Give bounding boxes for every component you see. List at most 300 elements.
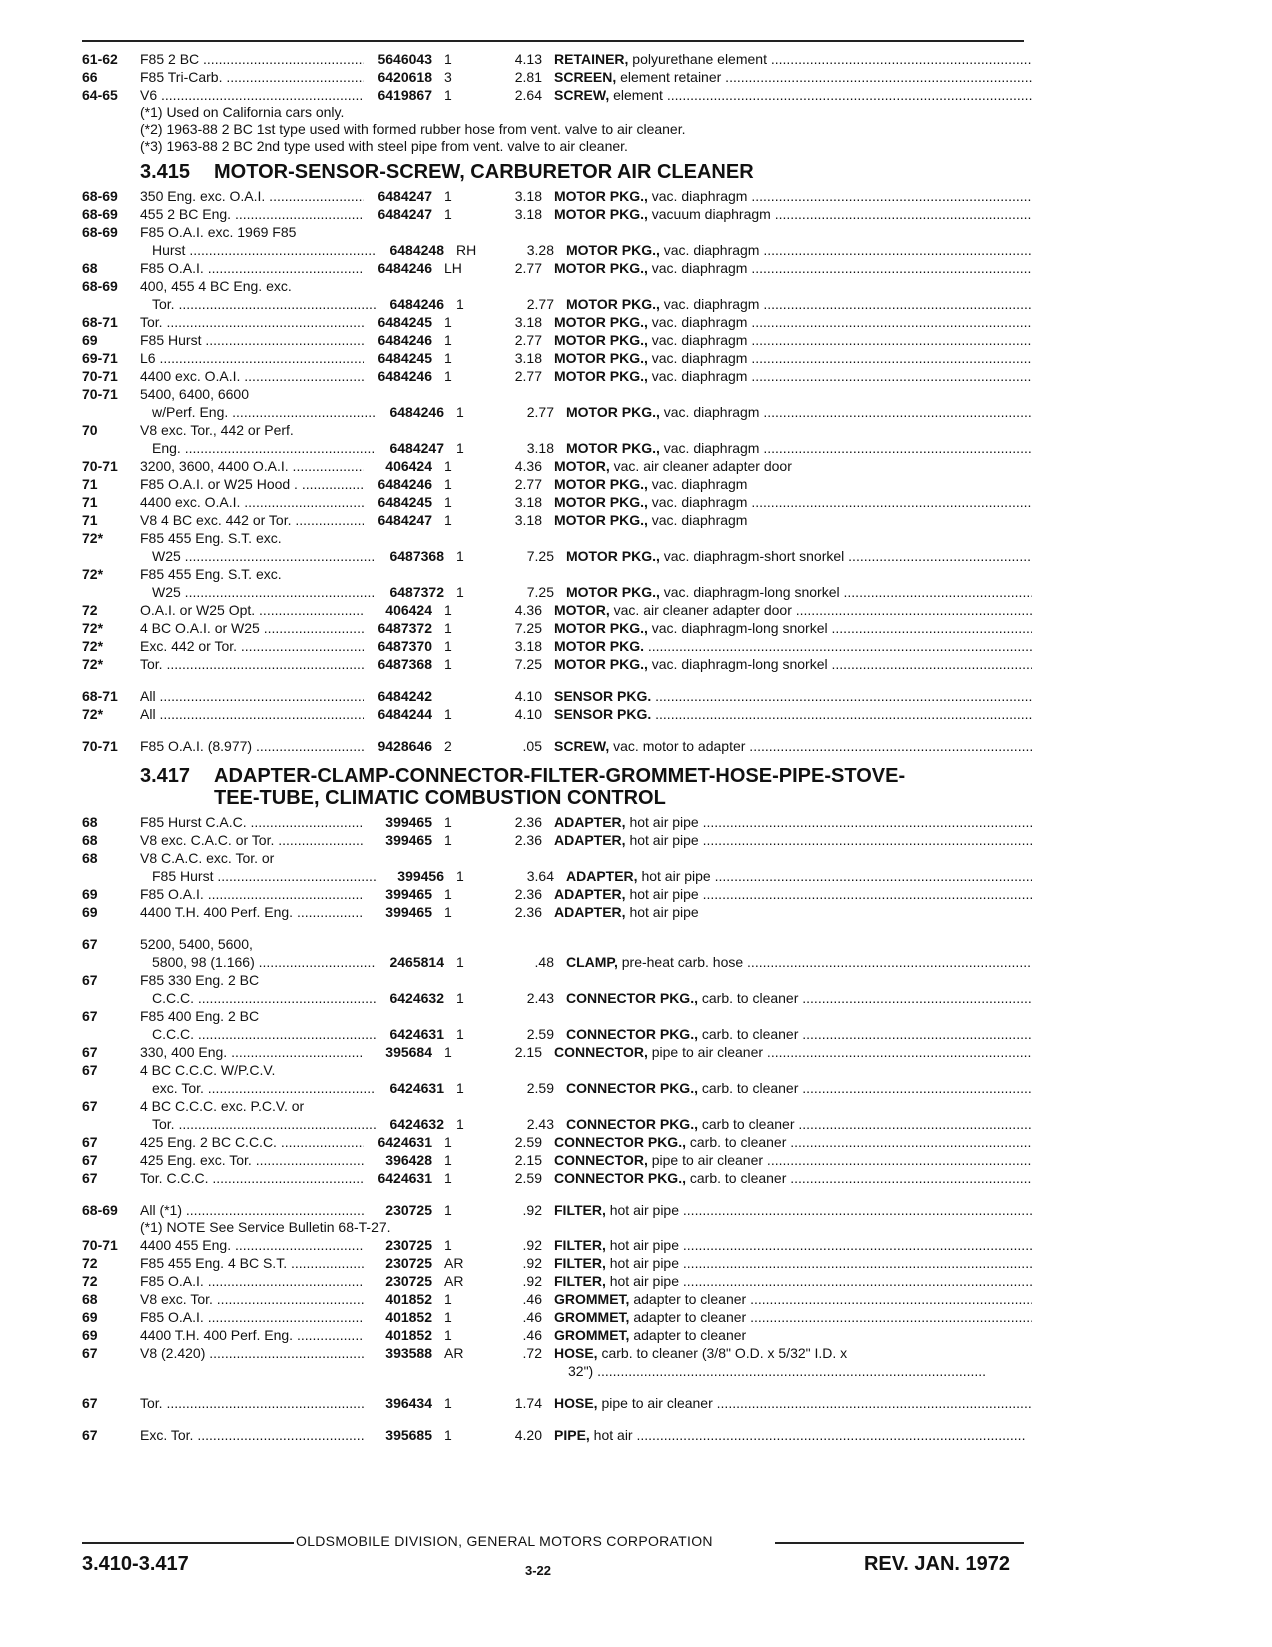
price: 4.20 [514,1427,542,1443]
table-row [82,493,1032,511]
model-year: 67 [82,1170,98,1186]
table-row [82,1254,1032,1272]
part-name-detail: hot air pipe [625,832,699,848]
application-desc: Hurst ..... [140,241,376,259]
part-name-detail: element [609,87,663,103]
price: 7.25 [526,584,554,600]
part-name [554,50,1032,68]
part-number: 6487368 [389,548,444,564]
price: 3.18 [514,314,542,330]
quantity: 1 [456,868,464,884]
table-row [82,1394,1032,1412]
table-row [82,637,1032,655]
quantity: 1 [456,548,464,564]
table-row [82,1061,1032,1079]
price: 2.36 [514,904,542,920]
application-desc: F85 O.A.I. ..... [140,1272,364,1290]
model-year: 68-71 [82,688,118,704]
application-desc: 4400 exc. O.A.I. ..... [140,367,364,385]
part-name-detail: vac. diaphragm [647,494,748,510]
part-number: 6487370 [377,638,432,654]
part-name [554,813,1032,831]
table-row [82,831,1032,849]
table-row [82,1272,1032,1290]
part-name-bold: CONNECTOR PKG., [566,990,698,1006]
price: 2.36 [514,832,542,848]
part-name-bold: HOSE, [554,1395,598,1411]
quantity: 1 [444,1202,452,1218]
part-name-detail: carb. to cleaner [685,1134,787,1150]
table-row [82,1201,1032,1219]
part-name-bold: MOTOR PKG., [566,548,660,564]
price: 2.77 [514,368,542,384]
application-desc: F85 O.A.I. or W25 Hood . ..... [140,475,364,493]
part-number: 6487372 [389,584,444,600]
table-row [82,1326,1032,1344]
model-year: 72* [82,706,104,722]
model-year: 68 [82,260,98,276]
table-row [82,813,1032,831]
price: 2.77 [514,260,542,276]
quantity: 2 [444,738,452,754]
application-desc: O.A.I. or W25 Opt. ..... [140,601,364,619]
part-name-bold: MOTOR, [554,602,610,618]
part-name-detail: vac. diaphragm [647,368,748,384]
model-year: 69 [82,886,98,902]
part-number: 6424631 [389,1080,444,1096]
application-desc: 425 Eng. 2 BC C.C.C. ..... [140,1133,364,1151]
application-desc: 4 BC C.C.C. W/P.C.V. [140,1062,276,1078]
part-number: 6484246 [377,476,432,492]
part-name [554,205,1032,223]
part-name-bold: SCREW, [554,738,610,754]
price: 3.18 [514,638,542,654]
footnote: (*1) Used on California cars only. [140,104,345,120]
part-name [554,619,1032,637]
table-row [82,687,1032,705]
part-name-bold: MOTOR PKG., [566,242,660,258]
table-row [82,1362,1032,1380]
part-number: 399456 [397,868,444,884]
quantity: 1 [456,1116,464,1132]
table-row [82,903,1032,921]
table-row [82,1115,1032,1133]
model-year: 69 [82,1327,98,1343]
table-row [82,1133,1032,1151]
part-name-detail: vac. diaphragm [647,314,748,330]
application-desc: 330, 400 Eng. ..... [140,1043,364,1061]
application-desc: 4400 455 Eng. ..... [140,1236,364,1254]
part-name [566,1025,1032,1043]
model-year: 70-71 [82,458,118,474]
part-number: 6424632 [389,1116,444,1132]
section-title: MOTOR-SENSOR-SCREW, CARBURETOR AIR CLEANER [214,161,754,183]
part-name [566,1115,1032,1133]
application-desc: Exc. Tor. ..... [140,1426,364,1444]
quantity: 1 [444,1327,452,1343]
part-name-detail: hot air pipe [605,1202,680,1218]
model-year: 68 [82,832,98,848]
notes-group-a [82,104,1032,155]
price: 4.10 [514,706,542,722]
part-name-bold: MOTOR PKG., [566,404,660,420]
part-number: 399465 [385,904,432,920]
part-name [554,1426,1032,1444]
part-name [554,457,1032,475]
part-name [554,1151,1032,1169]
model-year: 70-71 [82,1237,118,1253]
table-row [82,1007,1032,1025]
part-name [554,1201,1032,1219]
model-year: 69-71 [82,350,118,366]
part-number: 2465814 [389,954,444,970]
part-number: 6484245 [377,314,432,330]
part-name-bold: GROMMET, [554,1291,630,1307]
part-number: 6484247 [377,206,432,222]
model-year: 72* [82,566,104,582]
part-name-bold: MOTOR PKG., [554,476,648,492]
top-rule [82,40,1024,42]
application-desc: F85 455 Eng. S.T. exc. [140,530,282,546]
table-row [82,867,1032,885]
quantity: 1 [444,832,452,848]
rows-group-a [82,50,1032,104]
quantity: 1 [444,494,452,510]
application-desc: L6 ..... [140,349,364,367]
application-desc: Tor. ..... [140,1115,376,1133]
part-name-detail: adapter to cleaner [629,1327,747,1343]
quantity: AR [444,1255,464,1271]
part-name-detail: pipe to air cleaner [597,1395,713,1411]
model-year: 67 [82,1345,98,1361]
table-row [82,601,1032,619]
part-name-bold: CONNECTOR PKG., [554,1170,686,1186]
part-name-bold: MOTOR PKG., [554,188,648,204]
part-number: 6484246 [389,404,444,420]
part-number: 6484247 [377,188,432,204]
footer-rule-left [82,1542,294,1544]
part-name [554,1236,1032,1254]
part-name-detail: hot air pipe [605,1237,680,1253]
part-name-detail: vac. air cleaner adapter door [609,458,792,474]
table-row [82,50,1032,68]
model-year: 67 [82,972,98,988]
part-name [566,1079,1032,1097]
price: .05 [522,738,542,754]
quantity: 1 [444,206,452,222]
table-row [82,1426,1032,1444]
application-desc: 4400 exc. O.A.I. ..... [140,493,364,511]
application-desc: Eng. ..... [140,439,376,457]
price: .48 [534,954,554,970]
part-number: 6484244 [377,706,432,722]
application-desc: F85 O.A.I. (8.977) ..... [140,737,364,755]
price: .92 [522,1273,542,1289]
application-desc: F85 O.A.I. ..... [140,885,364,903]
part-name-detail: pre-heat carb. hose [617,954,744,970]
part-number: 6484247 [389,440,444,456]
application-desc: F85 O.A.I. exc. 1969 F85 [140,224,297,240]
part-name-detail: element retainer [616,69,722,85]
part-name-detail: carb. to cleaner [697,990,799,1006]
part-number: 6420618 [377,69,432,85]
part-name [554,1272,1032,1290]
table-row [82,1025,1032,1043]
price: 4.36 [514,458,542,474]
footer-rule-right [775,1542,1024,1544]
part-name-bold: MOTOR PKG., [554,620,648,636]
quantity: 1 [456,296,464,312]
price: .46 [522,1327,542,1343]
model-year: 67 [82,1395,98,1411]
section-title-line2: TEE-TUBE, CLIMATIC COMBUSTION CONTROL [214,787,666,809]
quantity: 1 [444,602,452,618]
footnote: (*3) 1963-88 2 BC 2nd type used with steel pipe from vent. valve to air cleaner. [140,138,628,154]
price: 2.59 [514,1170,542,1186]
table-row [82,331,1032,349]
part-number: 6424631 [377,1134,432,1150]
application-desc: 4400 T.H. 400 Perf. Eng. ..... [140,1326,364,1344]
table-row [82,367,1032,385]
model-year: 67 [82,1008,98,1024]
quantity: 1 [444,814,452,830]
model-year: 70-71 [82,368,118,384]
part-name [554,1344,1032,1362]
application-desc: 4 BC C.C.C. exc. P.C.V. or [140,1098,305,1114]
application-desc: W25 ..... [140,547,376,565]
part-number: 406424 [385,602,432,618]
table-row [82,1043,1032,1061]
model-year: 72 [82,602,98,618]
quantity: 1 [444,476,452,492]
part-name-detail: vac. air cleaner adapter door [609,602,792,618]
price: 1.74 [514,1395,542,1411]
application-desc: Tor. ..... [140,655,364,673]
part-name-bold: CONNECTOR, [554,1044,648,1060]
application-desc: Tor. ..... [140,313,364,331]
model-year: 67 [82,1044,98,1060]
part-name-detail: hot air [589,1427,633,1443]
part-name-detail: adapter to cleaner [629,1309,747,1325]
part-name [566,583,1032,601]
rows-group-b [82,187,1032,755]
quantity: 1 [444,458,452,474]
price: .92 [522,1255,542,1271]
rows-group-d [82,1236,1032,1444]
service-note: (*1) NOTE See Service Bulletin 68-T-27. [140,1219,391,1235]
part-name [554,187,1032,205]
part-name [554,885,1032,903]
table-row [82,1308,1032,1326]
part-name-bold: SCREEN, [554,69,617,85]
part-name-detail: hot air pipe [605,1273,680,1289]
part-number: 399465 [385,886,432,902]
application-desc: F85 455 Eng. S.T. exc. [140,566,282,582]
part-number: 6419867 [377,87,432,103]
part-name [554,831,1032,849]
price: 7.25 [514,620,542,636]
quantity: 1 [456,584,464,600]
part-name-bold: MOTOR PKG., [554,260,648,276]
price: 2.59 [514,1134,542,1150]
table-row [82,457,1032,475]
part-name-detail: pipe to air cleaner [647,1152,764,1168]
part-name-bold: FILTER, [554,1202,606,1218]
section-number: 3.417 [140,765,191,787]
application-desc: All ..... [140,705,364,723]
application-desc: Tor. C.C.C. ..... [140,1169,364,1187]
model-year: 68-69 [82,224,118,240]
part-name [554,1133,1032,1151]
application-desc: F85 O.A.I. ..... [140,259,364,277]
application-desc: 400, 455 4 BC Eng. exc. [140,278,292,294]
part-name [554,367,1032,385]
price: 2.81 [514,69,542,85]
part-name-detail: vac. diaphragm [659,404,760,420]
part-number: 6484242 [377,688,432,704]
part-name-bold: PIPE, [554,1427,590,1443]
part-name-detail: vac. diaphragm [659,296,760,312]
application-desc: V8 C.A.C. exc. Tor. or [140,850,275,866]
model-year: 72 [82,1255,98,1271]
part-name-bold: ADAPTER, [554,832,626,848]
part-name [554,259,1032,277]
quantity: 1 [444,620,452,636]
model-year: 71 [82,494,98,510]
part-name-bold: MOTOR PKG., [554,494,648,510]
part-name [566,953,1032,971]
model-year: 70-71 [82,738,118,754]
table-row [82,1079,1032,1097]
price: 4.10 [514,688,542,704]
table-row [82,241,1032,259]
model-year: 68-69 [82,278,118,294]
part-name [554,475,1032,493]
part-name [554,1308,1032,1326]
price: 4.36 [514,602,542,618]
part-number: 399465 [385,832,432,848]
part-name-bold: MOTOR PKG., [566,440,660,456]
part-name [566,989,1032,1007]
part-name [554,1394,1032,1412]
section-heading [82,161,1032,183]
table-row [82,259,1032,277]
part-number: 401852 [385,1291,432,1307]
part-name [554,737,1032,755]
part-name-bold: MOTOR PKG., [566,296,660,312]
application-desc: w/Perf. Eng. ..... [140,403,376,421]
model-year: 67 [82,1427,98,1443]
quantity: 1 [456,954,464,970]
price: 2.15 [514,1152,542,1168]
section-heading [82,765,1032,787]
application-desc: exc. Tor. ..... [140,1079,376,1097]
footer-division: OLDSMOBILE DIVISION, GENERAL MOTORS CORPORATION [296,1533,713,1549]
application-desc: F85 330 Eng. 2 BC [140,972,260,988]
part-number: 395685 [385,1427,432,1443]
quantity: AR [444,1273,464,1289]
table-row [82,511,1032,529]
part-number: 406424 [385,458,432,474]
application-desc: F85 Tri-Carb. ..... [140,68,364,86]
model-year: 66 [82,69,98,85]
part-name-detail: vac. diaphragm-long snorkel [647,620,828,636]
part-name [566,295,1032,313]
part-name-detail: adapter to cleaner [629,1291,747,1307]
part-name-bold: CONNECTOR, [554,1152,648,1168]
table-row [82,421,1032,439]
table-row [82,223,1032,241]
part-name-detail: hot air pipe [637,868,711,884]
application-desc: F85 2 BC ..... [140,50,364,68]
quantity: 1 [444,904,452,920]
price: .72 [522,1345,542,1361]
table-row [82,989,1032,1007]
table-row [82,349,1032,367]
table-row [82,1236,1032,1254]
application-desc: F85 400 Eng. 2 BC [140,1008,260,1024]
part-name-detail: vac. diaphragm-long snorkel [659,584,840,600]
part-number: 6424631 [377,1170,432,1186]
application-desc: F85 O.A.I. ..... [140,1308,364,1326]
part-number: 6484246 [377,260,432,276]
part-number: 230725 [385,1273,432,1289]
quantity: 1 [444,332,452,348]
price: 2.15 [514,1044,542,1060]
part-name-bold: FILTER, [554,1237,606,1253]
table-row [82,1344,1032,1362]
table-row [82,385,1032,403]
application-desc: 5800, 98 (1.166) ..... [140,953,376,971]
quantity: 1 [456,1026,464,1042]
part-name-bold: SENSOR PKG. [554,688,652,704]
part-number: 5646043 [377,51,432,67]
part-name [554,903,1032,921]
part-name-bold: ADAPTER, [554,814,626,830]
model-year: 70-71 [82,386,118,402]
quantity: RH [456,242,477,258]
model-year: 67 [82,1062,98,1078]
table-row [82,885,1032,903]
part-name [554,68,1032,86]
table-row [82,935,1032,953]
price: 2.43 [526,1116,554,1132]
part-name [554,601,1032,619]
part-name-detail: vac. diaphragm [647,188,748,204]
application-desc: Exc. 442 or Tor. ..... [140,637,364,655]
part-name [554,1326,1032,1344]
application-desc: W25 ..... [140,583,376,601]
part-number: 6424632 [389,990,444,1006]
price: 2.59 [526,1026,554,1042]
part-name [566,241,1032,259]
model-year: 68 [82,814,98,830]
table-row [82,705,1032,723]
application-desc: C.C.C. ..... [140,989,376,1007]
part-name [554,637,1032,655]
table-row [82,295,1032,313]
model-year: 71 [82,476,98,492]
quantity: 1 [444,1134,452,1150]
table-row [82,313,1032,331]
model-year: 72* [82,656,104,672]
part-name-bold: MOTOR PKG., [554,314,648,330]
part-name [554,349,1032,367]
part-name-bold: SCREW, [554,87,610,103]
model-year: 70 [82,422,98,438]
part-name-detail: carb. to cleaner [685,1170,787,1186]
part-name-bold: ADAPTER, [566,868,638,884]
